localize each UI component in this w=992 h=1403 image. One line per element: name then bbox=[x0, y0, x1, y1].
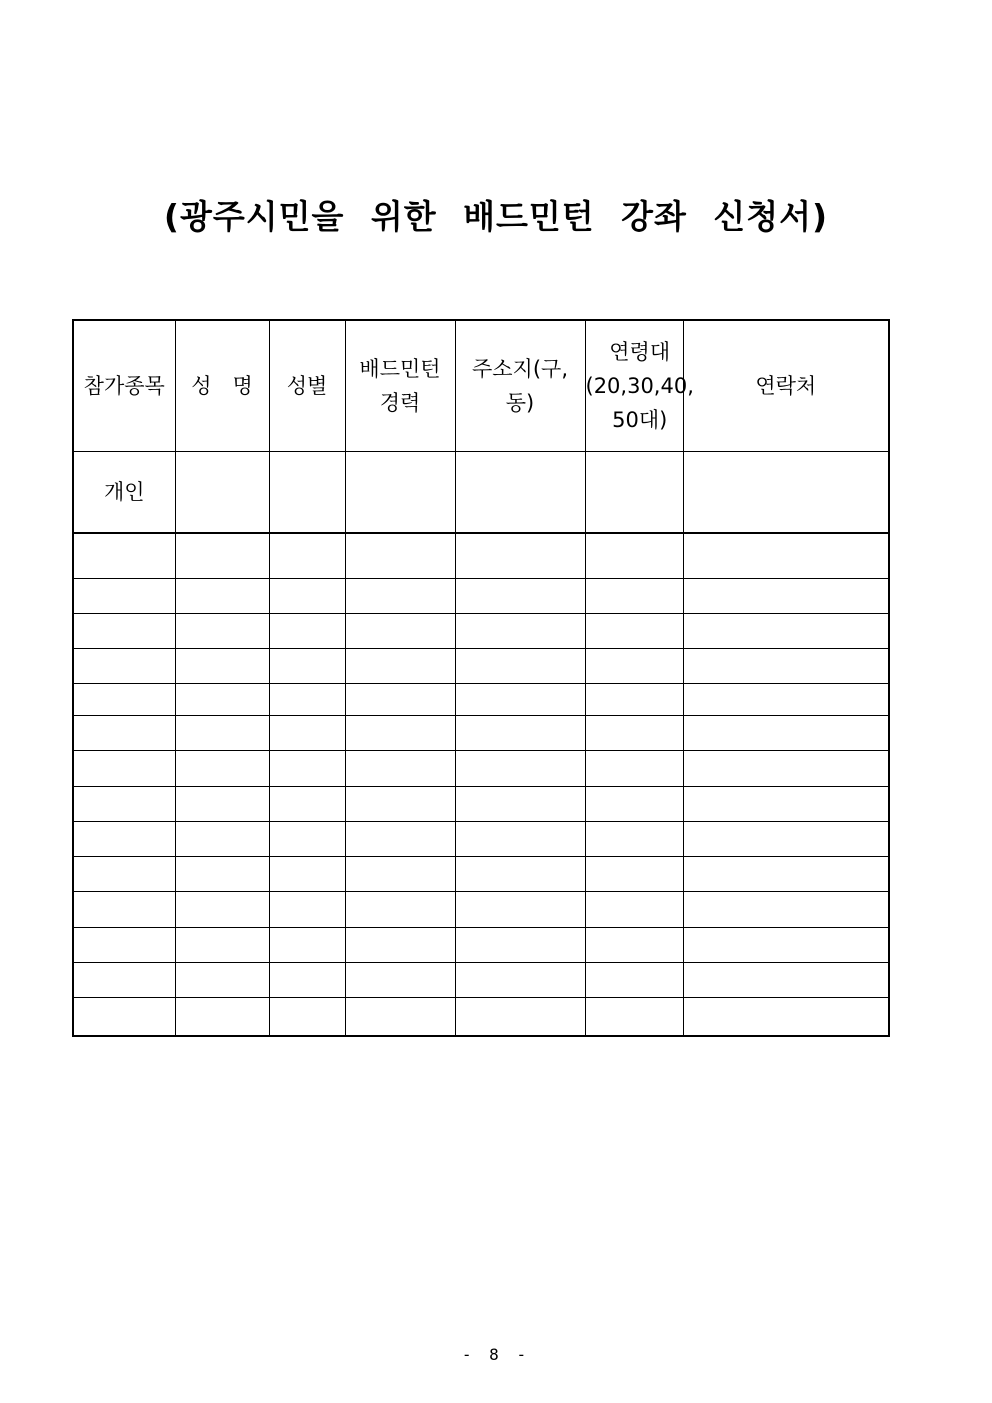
entry-cell[interactable] bbox=[73, 683, 175, 715]
name-input-cell[interactable] bbox=[175, 451, 269, 533]
entry-cell[interactable] bbox=[73, 821, 175, 856]
event-cell: 개인 bbox=[73, 451, 175, 533]
entry-cell[interactable] bbox=[455, 856, 585, 891]
entry-cell[interactable] bbox=[585, 927, 683, 962]
entry-cell[interactable] bbox=[683, 648, 889, 683]
gender-input-cell[interactable] bbox=[269, 451, 345, 533]
entry-cell[interactable] bbox=[683, 578, 889, 613]
entry-cell[interactable] bbox=[683, 821, 889, 856]
entry-cell[interactable] bbox=[455, 715, 585, 750]
entry-cell[interactable] bbox=[269, 821, 345, 856]
header-label: 배드민턴 경력 bbox=[359, 356, 441, 415]
header-label: 주소지(구, 동) bbox=[471, 356, 568, 415]
contact-input-cell[interactable] bbox=[683, 451, 889, 533]
entry-cell[interactable] bbox=[73, 997, 175, 1036]
application-table bbox=[72, 319, 890, 1037]
entry-cell[interactable] bbox=[345, 997, 455, 1036]
header-contact bbox=[683, 320, 889, 451]
entry-cell[interactable] bbox=[345, 786, 455, 821]
entry-cell[interactable] bbox=[269, 962, 345, 997]
age-input-cell[interactable] bbox=[585, 451, 683, 533]
entry-cell[interactable] bbox=[269, 750, 345, 786]
entry-cell[interactable] bbox=[585, 750, 683, 786]
blank-entry-row bbox=[73, 927, 889, 962]
header-row bbox=[73, 320, 889, 451]
address-input-cell[interactable] bbox=[455, 451, 585, 533]
page-number: - 8 - bbox=[461, 1345, 531, 1364]
entry-cell[interactable] bbox=[455, 648, 585, 683]
entry-cell[interactable] bbox=[683, 613, 889, 648]
blank-entry-row bbox=[73, 891, 889, 927]
entry-cell[interactable] bbox=[585, 891, 683, 927]
entry-cell[interactable] bbox=[683, 927, 889, 962]
entry-cell[interactable] bbox=[585, 578, 683, 613]
entry-cell[interactable] bbox=[683, 750, 889, 786]
entry-cell[interactable] bbox=[345, 962, 455, 997]
entry-cell[interactable] bbox=[345, 715, 455, 750]
entry-cell[interactable] bbox=[345, 533, 455, 578]
entry-cell[interactable] bbox=[269, 856, 345, 891]
blank-entry-row bbox=[73, 648, 889, 683]
entry-cell[interactable] bbox=[585, 821, 683, 856]
entry-cell[interactable] bbox=[175, 891, 269, 927]
entry-cell[interactable] bbox=[269, 891, 345, 927]
experience-input-cell[interactable] bbox=[345, 451, 455, 533]
blank-entry-row bbox=[73, 715, 889, 750]
header-event bbox=[73, 320, 175, 451]
entry-cell[interactable] bbox=[175, 927, 269, 962]
entry-cell[interactable] bbox=[585, 683, 683, 715]
entry-cell[interactable] bbox=[585, 786, 683, 821]
header-name bbox=[175, 320, 269, 451]
entry-cell[interactable] bbox=[585, 856, 683, 891]
header-address bbox=[455, 320, 585, 451]
header-label: 참가종목 bbox=[83, 373, 165, 398]
blank-entry-row bbox=[73, 786, 889, 821]
entry-cell[interactable] bbox=[683, 891, 889, 927]
blank-entry-row bbox=[73, 821, 889, 856]
header-label: 성 명 bbox=[191, 373, 253, 398]
entry-cell[interactable] bbox=[73, 613, 175, 648]
entry-cell[interactable] bbox=[683, 786, 889, 821]
entry-cell[interactable] bbox=[683, 683, 889, 715]
entry-cell[interactable] bbox=[455, 997, 585, 1036]
entry-cell[interactable] bbox=[345, 578, 455, 613]
entry-cell[interactable] bbox=[455, 533, 585, 578]
entry-cell[interactable] bbox=[73, 533, 175, 578]
entry-cell[interactable] bbox=[269, 927, 345, 962]
individual-row bbox=[73, 451, 889, 533]
entry-cell[interactable] bbox=[73, 715, 175, 750]
entry-cell[interactable] bbox=[455, 683, 585, 715]
entry-cell[interactable] bbox=[73, 786, 175, 821]
blank-entry-row bbox=[73, 856, 889, 891]
entry-cell[interactable] bbox=[345, 856, 455, 891]
entry-cell[interactable] bbox=[175, 533, 269, 578]
blank-entry-row bbox=[73, 533, 889, 578]
entry-cell[interactable] bbox=[585, 648, 683, 683]
header-label: 연령대 (20,30,40, 50대) bbox=[585, 339, 694, 432]
blank-entry-row bbox=[73, 750, 889, 786]
entry-cell[interactable] bbox=[175, 962, 269, 997]
entry-cell[interactable] bbox=[585, 962, 683, 997]
entry-cell[interactable] bbox=[345, 648, 455, 683]
entry-cell[interactable] bbox=[345, 613, 455, 648]
entry-cell[interactable] bbox=[585, 997, 683, 1036]
entry-cell[interactable] bbox=[683, 856, 889, 891]
entry-cell[interactable] bbox=[175, 997, 269, 1036]
blank-entry-row bbox=[73, 997, 889, 1036]
entry-cell[interactable] bbox=[345, 750, 455, 786]
entry-cell[interactable] bbox=[345, 821, 455, 856]
entry-cell[interactable] bbox=[73, 578, 175, 613]
entry-cell[interactable] bbox=[269, 997, 345, 1036]
entry-cell[interactable] bbox=[683, 962, 889, 997]
entry-cell[interactable] bbox=[455, 786, 585, 821]
entry-cell[interactable] bbox=[175, 750, 269, 786]
entry-cell[interactable] bbox=[175, 613, 269, 648]
entry-cell[interactable] bbox=[345, 891, 455, 927]
entry-cell[interactable] bbox=[175, 683, 269, 715]
entry-cell[interactable] bbox=[455, 821, 585, 856]
entry-cell[interactable] bbox=[455, 927, 585, 962]
entry-cell[interactable] bbox=[455, 613, 585, 648]
entry-cell[interactable] bbox=[585, 613, 683, 648]
entry-cell[interactable] bbox=[269, 648, 345, 683]
entry-cell[interactable] bbox=[345, 927, 455, 962]
entry-cell[interactable] bbox=[683, 715, 889, 750]
entry-cell[interactable] bbox=[269, 533, 345, 578]
blank-entry-row bbox=[73, 578, 889, 613]
entry-cell[interactable] bbox=[683, 533, 889, 578]
entry-cell[interactable] bbox=[585, 533, 683, 578]
entry-cell[interactable] bbox=[269, 786, 345, 821]
entry-cell[interactable] bbox=[175, 715, 269, 750]
entry-cell[interactable] bbox=[455, 891, 585, 927]
header-label: 성별 bbox=[286, 373, 328, 398]
entry-cell[interactable] bbox=[175, 786, 269, 821]
entry-cell[interactable] bbox=[683, 997, 889, 1036]
entry-cell[interactable] bbox=[345, 683, 455, 715]
entry-cell[interactable] bbox=[269, 715, 345, 750]
entry-cell[interactable] bbox=[269, 613, 345, 648]
form-title: (광주시민을 위한 배드민턴 강좌 신청서) bbox=[163, 197, 829, 236]
entry-cell[interactable] bbox=[73, 962, 175, 997]
header-gender bbox=[269, 320, 345, 451]
blank-entry-row bbox=[73, 962, 889, 997]
entry-cell[interactable] bbox=[73, 891, 175, 927]
entry-cell[interactable] bbox=[455, 750, 585, 786]
header-experience bbox=[345, 320, 455, 451]
entry-cell[interactable] bbox=[455, 962, 585, 997]
entry-cell[interactable] bbox=[269, 578, 345, 613]
entry-cell[interactable] bbox=[73, 927, 175, 962]
entry-cell[interactable] bbox=[73, 648, 175, 683]
blank-entry-row bbox=[73, 613, 889, 648]
entry-cell[interactable] bbox=[175, 856, 269, 891]
header-age-group bbox=[585, 320, 694, 451]
entry-cell[interactable] bbox=[175, 648, 269, 683]
entry-cell[interactable] bbox=[175, 821, 269, 856]
entry-cell[interactable] bbox=[269, 683, 345, 715]
entry-cell[interactable] bbox=[73, 750, 175, 786]
entry-cell[interactable] bbox=[455, 578, 585, 613]
entry-cell[interactable] bbox=[73, 856, 175, 891]
header-label: 연락처 bbox=[755, 373, 817, 398]
blank-entry-row bbox=[73, 683, 889, 715]
entry-cell[interactable] bbox=[175, 578, 269, 613]
entry-cell[interactable] bbox=[585, 715, 683, 750]
